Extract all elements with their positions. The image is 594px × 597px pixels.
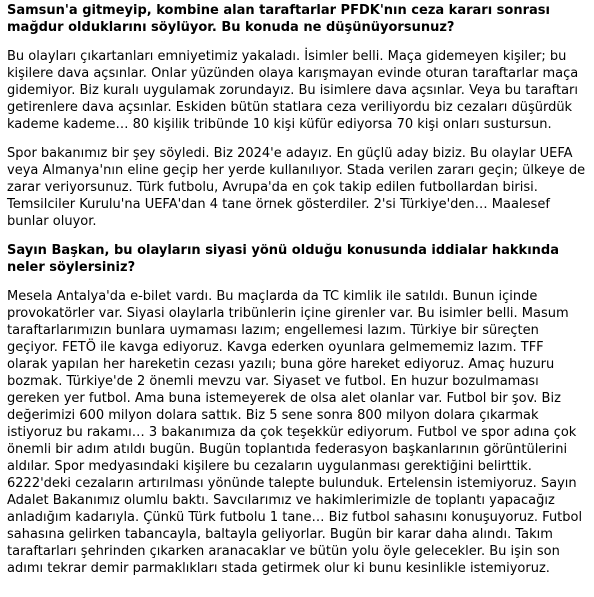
answer-paragraph-1: Bu olayları çıkartanları emniyetimiz yakaladı. İsimler belli. Maça gidemeyen kişiler; bu kişilere dava açsınlar. Onlar yüzünden olaya karışmayan evinde oturan taraftarlar maça gidemiyor. Biz kuralı uygulamak zorundayız. Bu isimlere dava açsınlar. Veya bu taraftarı getirenlere dava açsınlar. Eskiden bütün statlara ceza veriliyordu biz cezaları düşürdük kademe kademe… 80 kişilik tribünde 10 kişi küfür ediyorsa 70 kişi onları sustursun.: [7, 49, 579, 132]
answer-paragraph-2: Spor bakanımız bir şey söyledi. Biz 2024'e adayız. En güçlü aday biziz. Bu olaylar UEFA veya Almanya'nın eline geçip her yerde kullanılıyor. Stada verilen zararı geçin; ülkeye de zarar veriyorsunuz. Türk futbolu, Avrupa'da en çok takip edilen futbollardan birisi. Temsilciler Kurulu'na UEFA'dan 4 tane örnek gösterdiler. 2'si Türkiye'den… Maalesef bunlar oluyor.: [7, 146, 586, 229]
answer-paragraph-3: Mesela Antalya'da e-bilet vardı. Bu maçlarda da TC kimlik ile satıldı. Bunun içinde provokatörler var. Siyasi olaylarla tribünlerin içine girenler var. Bu isimler belli. Masum taraftarlarımızın bunlara uymaması lazım; engellemesi lazım. Türkiye bir süreçten geçiyor. FETÖ ile kavga ediyoruz. Kavga ederken oyunlara gelmememiz lazım. TFF olarak yapılan her hareketin cezası yazılı; buna göre hareket ediyoruz. Amaç huzuru bozmak. Türkiye'de 2 önemli mevzu var. Siyaset ve futbol. En huzur bozulmaması gereken yer futbol. Ama buna istemeyerek de olsa alet olanlar var. Futbol bir şov. Biz değerimizi 600 milyon dolara sattık. Biz 5 sene sonra 800 milyon dolara çıkarmak istiyoruz bu rakamı… 3 bakanımıza da çok teşekkür ediyorum. Futbol ve spor adına çok önemli bir adım atıldı bugün. Bugün toplantıda federasyon başkanlarının görüntülerini aldılar. Spor medyasındaki kişilere bu cezaların uygulanması gerektiğini belirttik. 6222'deki cezaların artırılması yönünde talepte bulunduk. Ertelensin istemiyoruz. Sayın Adalet Bakanımız olumlu baktı. Savcılarımız ve hakimlerimizle de toplantı yapacağız anladığım kadarıyla. Çünkü Türk futbolu 1 tane… Biz futbol sahasını konuşuyoruz. Futbol sahasına gelirken tabancayla, baltayla geliyorlar. Bugün bir karar daha alındı. Takım taraftarları şehrinden çıkarken aranacaklar ve bütün yolu öyle gelecekler. Bu işin son adımı tekrar demir parmaklıkları stada getirmek olur ki bunu kesinlikle istemiyoruz.: [7, 289, 583, 576]
question-heading-2: Sayın Başkan, bu olayların siyasi yönü olduğu konusunda iddialar hakkında neler söylersiniz?: [7, 243, 559, 275]
question-heading-1: Samsun'a gitmeyip, kombine alan taraftarlar PFDK'nın ceza kararı sonrası mağdur olduklarını söylüyor. Bu konuda ne düşünüyorsunuz?: [7, 3, 550, 35]
